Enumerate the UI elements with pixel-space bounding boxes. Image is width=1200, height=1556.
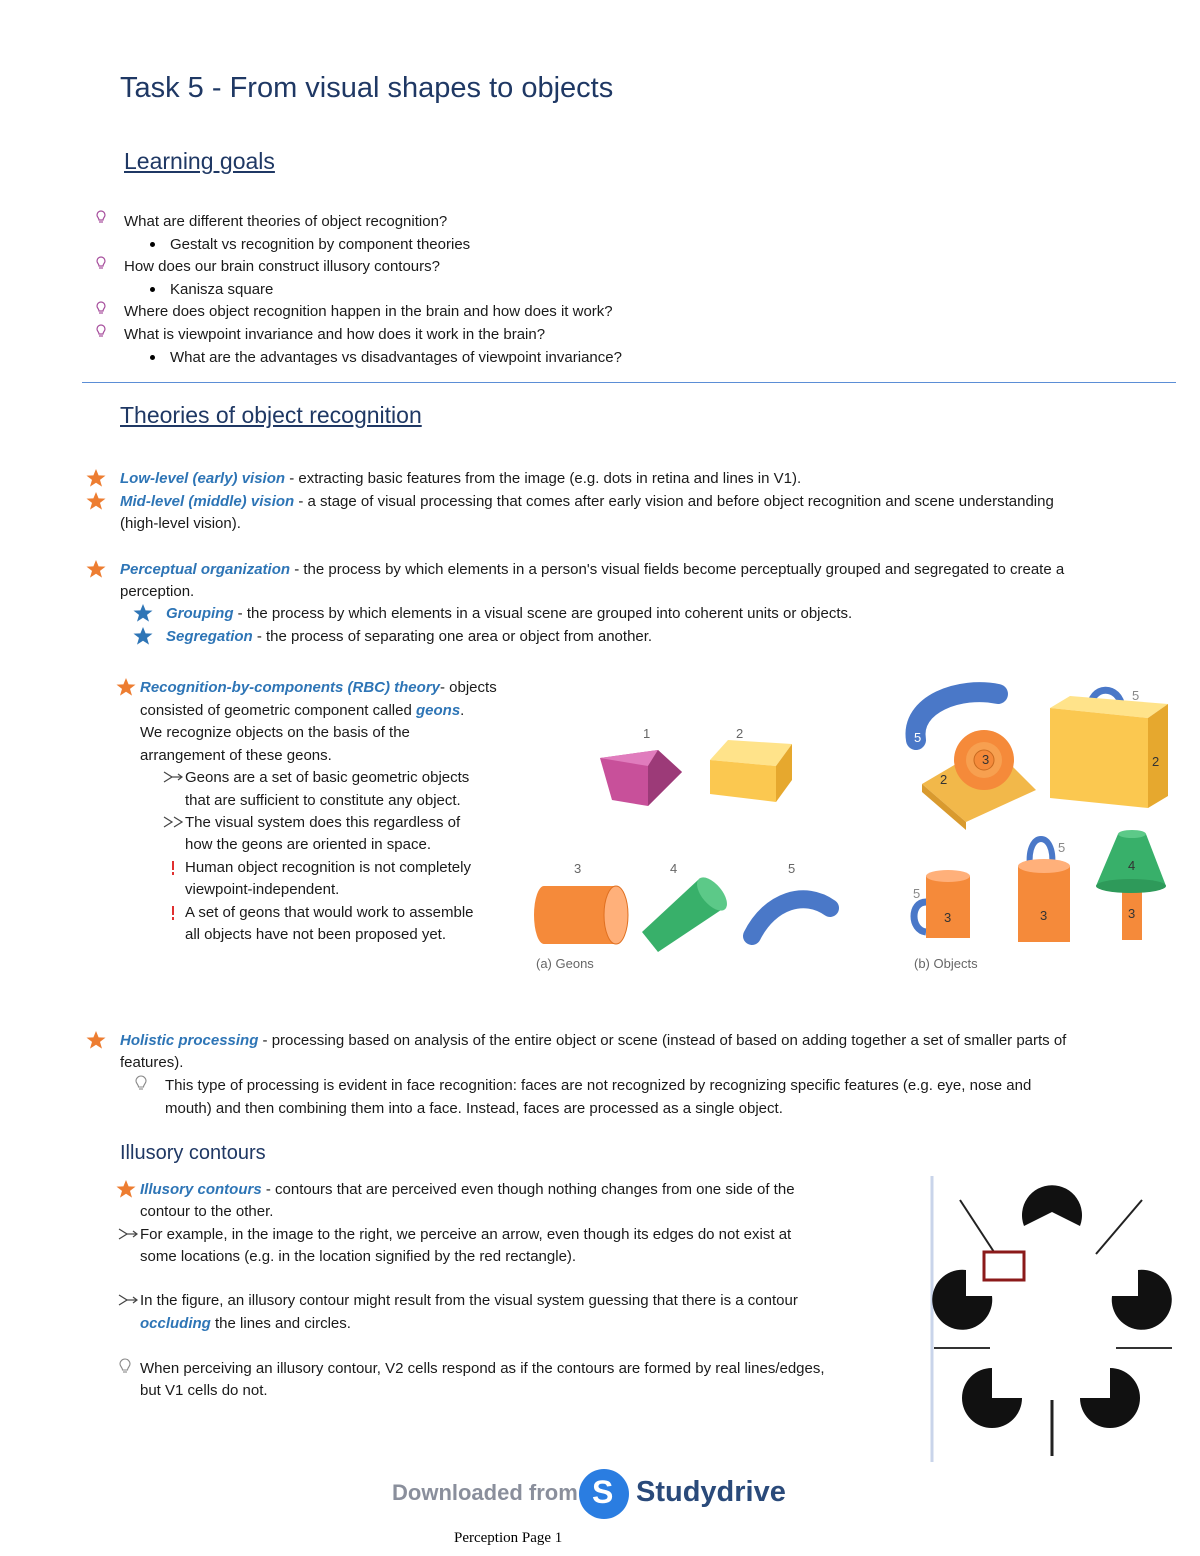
question-bulb-icon — [95, 210, 107, 226]
holistic-cont: features). — [120, 1054, 184, 1071]
geon-number-3: 3 — [574, 861, 582, 876]
rbc-line-4: arrangement of these geons. — [140, 747, 332, 764]
star-icon — [86, 468, 106, 488]
goal-sub-2: Kanisza square — [170, 281, 274, 298]
page-title: Task 5 - From visual shapes to objects — [120, 72, 614, 104]
illusory-note-1: When perceiving an illusory contour, V2 cells respond as if the contours are formed by real lines/edges, — [140, 1360, 825, 1377]
geons-figure — [530, 680, 1180, 980]
perceptual-organization-term: Perceptual organization — [120, 561, 291, 578]
illusory-example-1a: For example, in the image to the right, we perceive an arrow, even though its edges do not exist at — [140, 1226, 792, 1243]
low-level-vision-term: Low-level (early) vision — [120, 470, 286, 487]
rbc-warning-1a: Human object recognition is not completely — [185, 859, 471, 876]
perceptual-organization-cont: perception. — [120, 583, 195, 600]
object-number-4: 4 — [1128, 858, 1136, 873]
object-number-3: 3 — [1128, 906, 1136, 921]
rbc-line-2-text: consisted of geometric component called — [140, 702, 416, 719]
pacman-right — [1112, 1270, 1172, 1330]
perceptual-organization-text: - the process by which elements in a person's visual fields become perceptually grouped and segregated to create a — [290, 561, 1065, 578]
downloaded-from-text: Downloaded from — [392, 1480, 578, 1505]
mid-level-vision-text: - a stage of visual processing that comes after early vision and before object recognition and scene understanding — [294, 493, 1054, 510]
geon-brick — [710, 740, 792, 802]
holistic-def — [120, 1030, 1066, 1052]
bullet-dot — [150, 287, 155, 292]
object-number-5: 5 — [1058, 840, 1066, 855]
low-level-vision-def — [120, 468, 801, 490]
rbc-def — [140, 677, 497, 699]
grouping-def — [166, 603, 852, 625]
star-icon — [133, 626, 153, 646]
question-bulb-icon — [95, 301, 107, 317]
rbc-bullet-1b: that are sufficient to constitute any object. — [185, 792, 461, 809]
illusory-example-1b: some locations (e.g. in the location signified by the red rectangle). — [140, 1248, 577, 1265]
warning-icon — [170, 860, 176, 876]
geon-number-1: 1 — [643, 726, 651, 741]
star-icon — [86, 491, 106, 511]
grouping-text: - the process by which elements in a visual scene are grouped into coherent units or objects. — [233, 605, 853, 622]
rbc-warning-2a: A set of geons that would work to assemble — [185, 904, 474, 921]
pacman-bottom-right — [1080, 1368, 1140, 1428]
rbc-line-3: We recognize objects on the basis of the — [140, 724, 410, 741]
star-icon — [116, 677, 136, 697]
goal-sub-4: What are the advantages vs disadvantages of viewpoint invariance? — [170, 349, 622, 366]
object-number-3: 3 — [944, 910, 952, 925]
geon-curved-tube — [752, 899, 830, 936]
occluding-term: occluding — [140, 1315, 211, 1332]
studydrive-brand-text: Studydrive — [636, 1476, 786, 1508]
geons-label: (a) Geons — [536, 956, 594, 971]
object-number-5: 5 — [913, 886, 921, 901]
goal-question-4: What is viewpoint invariance and how does it work in the brain? — [124, 326, 546, 343]
object-number-2: 2 — [1152, 754, 1160, 769]
star-icon — [86, 559, 106, 579]
star-icon — [133, 603, 153, 623]
object-number-2: 2 — [940, 772, 948, 787]
segregation-term: Segregation — [166, 628, 253, 645]
geon-number-2: 2 — [736, 726, 744, 741]
page-footer: Perception Page 1 — [454, 1530, 563, 1546]
highlight-rectangle — [984, 1252, 1024, 1280]
object-number-5: 5 — [914, 730, 922, 745]
pacman-top — [1022, 1185, 1082, 1226]
mid-level-vision-cont: (high-level vision). — [120, 515, 241, 532]
rbc-warning-1b: viewpoint-independent. — [185, 881, 340, 898]
rbc-line-2-end: . — [460, 702, 465, 719]
object-briefcase — [1050, 688, 1168, 808]
question-bulb-icon — [95, 324, 107, 340]
rbc-bullet-2b: how the geons are oriented in space. — [185, 836, 431, 853]
illusory-example-2b — [140, 1313, 351, 1335]
illusory-text: - contours that are perceived even though nothing changes from one side of the — [261, 1181, 795, 1198]
grouping-term: Grouping — [166, 605, 234, 622]
mid-level-vision-term: Mid-level (middle) vision — [120, 493, 295, 510]
arrow-bullet-icon — [163, 771, 183, 783]
segregation-def — [166, 626, 652, 648]
illusory-contours-heading: Illusory contours — [120, 1142, 266, 1164]
rbc-term: Recognition-by-components (RBC) theory — [140, 679, 440, 696]
object-bucket — [1018, 839, 1070, 942]
rbc-bullet-2a: The visual system does this regardless of — [185, 814, 461, 831]
rbc-warning-2b: all objects have not been proposed yet. — [185, 926, 447, 943]
illusory-cont: contour to the other. — [140, 1203, 274, 1220]
goal-question-2: How does our brain construct illusory contours? — [124, 258, 440, 275]
object-number-5: 5 — [1132, 688, 1140, 703]
illusory-example-2a: In the figure, an illusory contour might result from the visual system guessing that there is a contour — [140, 1292, 798, 1309]
goal-question-3: Where does object recognition happen in the brain and how does it work? — [124, 303, 613, 320]
goal-question-1: What are different theories of object recognition? — [124, 213, 448, 230]
geon-cylinder — [534, 886, 628, 944]
object-telephone — [914, 692, 1036, 830]
holistic-term: Holistic processing — [120, 1032, 259, 1049]
holistic-note-1: This type of processing is evident in face recognition: faces are not recognized by recognizing specific features (e.g. eye, nose and — [165, 1077, 1032, 1094]
question-bulb-icon — [95, 256, 107, 272]
illusory-contour-figure — [928, 1172, 1180, 1464]
illusory-example-2b-text: the lines and circles. — [210, 1315, 351, 1332]
rbc-line-2 — [140, 700, 464, 722]
segregation-text: - the process of separating one area or object from another. — [252, 628, 653, 645]
star-icon — [116, 1179, 136, 1199]
objects-label: (b) Objects — [914, 956, 978, 971]
bullet-dot — [150, 355, 155, 360]
geon-cone — [642, 872, 733, 952]
lightbulb-icon — [118, 1358, 132, 1376]
geon-number-5: 5 — [788, 861, 796, 876]
holistic-note-2: mouth) and then combining them into a face. Instead, faces are processed as a single object. — [165, 1100, 783, 1117]
illusory-term: Illusory contours — [140, 1181, 262, 1198]
geons-term: geons — [415, 702, 461, 719]
arrow-bullet-icon — [118, 1228, 138, 1240]
arrow-bullet-icon — [118, 1294, 138, 1306]
warning-icon — [170, 905, 176, 921]
illusory-def — [140, 1179, 795, 1201]
mid-level-vision-def — [120, 491, 1054, 513]
object-number-3: 3 — [982, 752, 990, 767]
perceptual-organization-def — [120, 559, 1064, 581]
illusory-note-2: but V1 cells do not. — [140, 1382, 268, 1399]
studydrive-logo-letter: S — [592, 1474, 614, 1510]
lightbulb-icon — [134, 1075, 148, 1093]
theories-heading: Theories of object recognition — [120, 402, 422, 428]
geon-number-4: 4 — [670, 861, 678, 876]
pacman-bottom-left — [962, 1368, 1022, 1428]
rbc-bullet-1a: Geons are a set of basic geometric objects — [185, 769, 470, 786]
holistic-text: - processing based on analysis of the entire object or scene (instead of based on adding together a set of smaller parts of — [258, 1032, 1067, 1049]
bullet-dot — [150, 242, 155, 247]
section-divider — [82, 382, 1176, 383]
star-icon — [86, 1030, 106, 1050]
low-level-vision-text: - extracting basic features from the image (e.g. dots in retina and lines in V1). — [285, 470, 802, 487]
object-mug — [913, 870, 970, 938]
object-number-3: 3 — [1040, 908, 1048, 923]
geon-wedge — [600, 750, 682, 806]
goal-sub-1: Gestalt vs recognition by component theories — [170, 236, 471, 253]
arrow-bullet-icon — [163, 816, 183, 828]
object-lamp — [1096, 830, 1166, 940]
rbc-text: - objects — [440, 679, 497, 696]
learning-goals-heading: Learning goals — [124, 148, 275, 174]
